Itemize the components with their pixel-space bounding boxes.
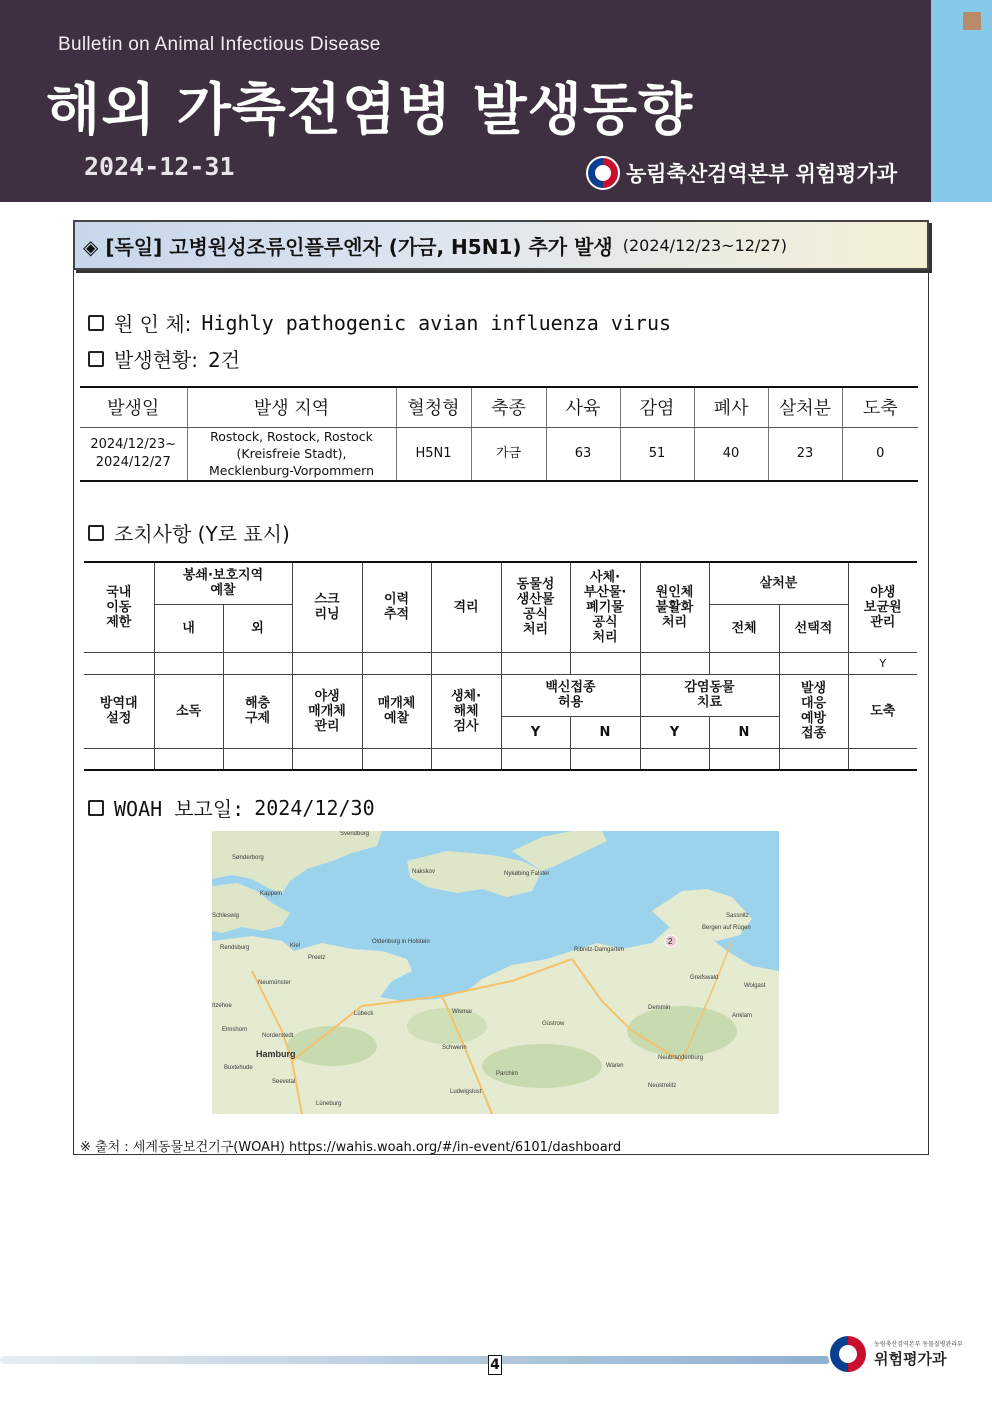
treatment-no: N xyxy=(709,716,779,748)
map-place-label: Norderstedt xyxy=(262,1033,294,1039)
pest-control-header: 해충 구제 xyxy=(223,674,292,748)
checkbox-icon xyxy=(88,315,104,331)
date-start: 2024/12/23~ xyxy=(90,436,177,452)
map-place-label: Oldenburg in Holstein xyxy=(372,939,430,945)
wildlife-vector-header: 야생 매개체 관리 xyxy=(292,674,362,748)
source-note: ※ 출처 : 세계동물보건기구(WOAH) https://wahis.woah.org/#/in-event/6101/dashboard xyxy=(80,1140,622,1155)
measures-header-row xyxy=(84,562,917,604)
map-place-label: Waren xyxy=(606,1063,624,1069)
issue-date: 2024-12-31 xyxy=(84,152,235,181)
animal-products-header: 동물성 생산물 공식 처리 xyxy=(501,562,570,652)
map-place-label: Sønderborg xyxy=(232,855,264,861)
map-place-label: Bergen auf Rügen xyxy=(702,925,751,931)
taegeuk-logo-icon xyxy=(586,156,620,190)
column-header: 감염 xyxy=(620,387,694,427)
disinfection-header: 소독 xyxy=(154,674,223,748)
footer-logo-dept: 농림축산검역본부 동물질병관리부 xyxy=(874,1341,963,1348)
section-period: (2024/12/23~12/27) xyxy=(622,235,787,255)
vaccination-yes: Y xyxy=(501,716,570,748)
map-place-label: Elmshorn xyxy=(222,1027,248,1033)
map-place-label: Ludwigslust xyxy=(450,1089,482,1095)
status-value: 2건 xyxy=(208,348,241,372)
map-place-label: Demmin xyxy=(648,1005,671,1011)
side-tab-square xyxy=(963,12,981,30)
cell-serotype: H5N1 xyxy=(396,427,471,481)
cell-culled: 23 xyxy=(768,427,842,481)
containment-header: 봉쇄·보호지역 예찰 xyxy=(154,562,292,604)
section-title-bar xyxy=(73,220,929,270)
carcass-header: 사체· 부산물· 폐기물 공식 처리 xyxy=(570,562,640,652)
column-header: 발생 지역 xyxy=(187,387,396,427)
region-line: (Kreisfreie Stadt), xyxy=(236,446,347,462)
woah-value: 2024/12/30 xyxy=(254,795,375,820)
wild-reservoir-header: 야생 보균원 관리 xyxy=(848,562,917,652)
column-header: 사육 xyxy=(546,387,620,427)
map-place-label: Neubrandenburg xyxy=(658,1055,704,1061)
footer-logo-team: 위험평가과 xyxy=(874,1350,947,1368)
table-row xyxy=(80,427,918,481)
map-place-label: Lübeck xyxy=(354,1011,374,1017)
map-place-label: Seevetal xyxy=(272,1079,296,1085)
cell-slaughtered: 0 xyxy=(842,427,918,481)
map-place-label: Nakskov xyxy=(412,869,436,875)
page-title: 해외 가축전염병 발생동향 xyxy=(46,78,694,143)
agent-label: 원 인 체: xyxy=(114,312,192,336)
cell-species: 가금 xyxy=(471,427,546,481)
vaccination-header: 백신접종 허용 xyxy=(501,674,640,716)
cell-date xyxy=(80,427,187,481)
page-number: 4 xyxy=(488,1355,502,1375)
woah-label: WOAH 보고일: xyxy=(114,797,245,821)
status-line xyxy=(88,344,240,373)
map-place-label: Güstrow xyxy=(542,1021,565,1027)
treatment-yes: Y xyxy=(640,716,709,748)
measures-line xyxy=(88,518,290,547)
measures-table xyxy=(84,561,917,771)
outbreak-map xyxy=(212,831,779,1114)
svg-text:Hamburg: Hamburg xyxy=(256,1049,296,1059)
cell-dead: 40 xyxy=(694,427,768,481)
outbreak-table xyxy=(80,386,918,482)
map-place-label: Kiel xyxy=(290,943,301,949)
domestic-move-header: 국내 이동 제한 xyxy=(84,562,154,652)
column-header: 혈청형 xyxy=(396,387,471,427)
map-canvas xyxy=(212,831,779,1114)
map-place-label: Preetz xyxy=(308,955,326,961)
agent-value: Highly pathogenic avian influenza virus xyxy=(201,310,672,335)
woah-line xyxy=(88,793,375,822)
agency-name: 농림축산검역본부 위험평가과 xyxy=(626,162,898,186)
culling-header: 살처분 xyxy=(709,562,848,604)
treatment-header: 감염동물 치료 xyxy=(640,674,779,716)
selective-header: 선택적 xyxy=(779,604,848,652)
map-place-label: Nykøbing Falster xyxy=(504,871,550,877)
map-place-label: Lüneburg xyxy=(316,1101,342,1107)
column-header: 폐사 xyxy=(694,387,768,427)
map-place-label: Wolgast xyxy=(744,983,766,989)
outside-header: 외 xyxy=(223,604,292,652)
map-place-label: Schleswig xyxy=(212,913,240,919)
total-header: 전체 xyxy=(709,604,779,652)
inside-header: 내 xyxy=(154,604,223,652)
measures-label: 조치사항 (Y로 표시) xyxy=(114,522,290,546)
wild-reservoir-mark: Y xyxy=(848,652,917,674)
emergency-vaccination-header: 발생 대응 예방 접종 xyxy=(779,674,848,748)
cell-reared: 63 xyxy=(546,427,620,481)
map-place-label: Svendborg xyxy=(340,831,370,837)
measures-header-row-2 xyxy=(84,674,917,716)
map-place-label: Wismar xyxy=(452,1009,473,1015)
page-header xyxy=(0,0,931,202)
map-place-label: Neumünster xyxy=(258,980,291,986)
column-header: 발생일 xyxy=(80,387,187,427)
pathogen-inactivation-header: 원인체 불활화 처리 xyxy=(640,562,709,652)
region-line: Rostock, Rostock, Rostock xyxy=(210,429,373,445)
map-place-label: Neustrelitz xyxy=(648,1083,677,1089)
column-header: 살처분 xyxy=(768,387,842,427)
cell-region xyxy=(187,427,396,481)
measures-value-row xyxy=(84,652,917,674)
map-place-label: Itzehoe xyxy=(212,1003,232,1009)
column-header: 축종 xyxy=(471,387,546,427)
status-label: 발생현황: xyxy=(114,348,199,372)
screening-header: 스크 리닝 xyxy=(292,562,362,652)
map-place-label: Sassnitz xyxy=(726,913,749,919)
map-place-label: Anklam xyxy=(732,1013,753,1019)
map-place-label: Ribnitz-Damgarten xyxy=(574,947,625,953)
slaughter-header: 도축 xyxy=(848,674,917,748)
side-tab xyxy=(931,0,992,202)
map-place-label: Rendsburg xyxy=(220,945,250,951)
zone-setup-header: 방역대 설정 xyxy=(84,674,154,748)
map-place-label: Schwerin xyxy=(442,1045,467,1051)
footer-logo xyxy=(828,1334,963,1374)
taegeuk-logo-icon xyxy=(828,1334,868,1374)
map-place-label: Kappeln xyxy=(260,891,283,897)
footer-line xyxy=(0,1356,830,1364)
checkbox-icon xyxy=(88,800,104,816)
vector-surveillance-header: 매개체 예찰 xyxy=(362,674,431,748)
map-place-label: Buxtehude xyxy=(224,1065,253,1071)
map-marker-label: 2 xyxy=(668,937,673,946)
map-place-label: Parchim xyxy=(496,1071,519,1077)
agent-line xyxy=(88,308,671,337)
section-title: ◈ [독일] 고병원성조류인플루엔자 (가금, H5N1) 추가 발생 xyxy=(83,234,613,259)
agency-label xyxy=(586,156,897,190)
region-line: Mecklenburg-Vorpommern xyxy=(209,463,374,479)
slaughter-test-header: 생체· 해체 검사 xyxy=(431,674,501,748)
bulletin-subtitle: Bulletin on Animal Infectious Disease xyxy=(58,34,381,55)
quarantine-header: 격리 xyxy=(431,562,501,652)
table-header-row xyxy=(80,387,918,427)
traceability-header: 이력 추적 xyxy=(362,562,431,652)
checkbox-icon xyxy=(88,525,104,541)
column-header: 도축 xyxy=(842,387,918,427)
map-place-label: Greifswald xyxy=(690,975,719,981)
date-end: 2024/12/27 xyxy=(95,454,171,470)
checkbox-icon xyxy=(88,351,104,367)
cell-infected: 51 xyxy=(620,427,694,481)
measures-value-row-2 xyxy=(84,748,917,770)
vaccination-no: N xyxy=(570,716,640,748)
